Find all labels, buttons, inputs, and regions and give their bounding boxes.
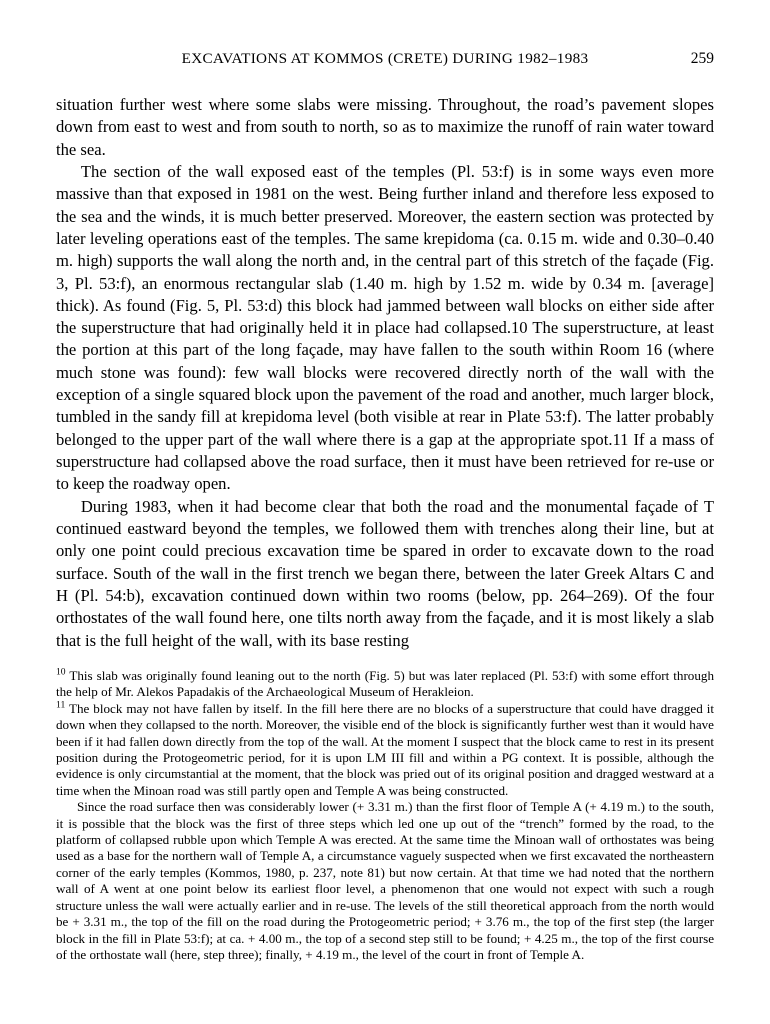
footnote-10 — [56, 668, 714, 701]
footnote-11-continued: Since the road surface then was considerably lower (+ 3.31 m.) than the first floor of Temple A (+ 4.19 m.) to the south, it is possible that the block was the first of three steps which led one up out of the “trench” formed by the road, to the platform of collapsed rubble upon which Temple A was erected. At the same time the Minoan wall of orthostates was being used as a base for the northern wall of Temple A, a circumstance vaguely suspected when we first excavated the northeastern corner of the early temples (Kommos, 1980, p. 237, note 81) but now certain. At that time we had noted that the northern wall of A went at one point below its earliest floor level, a phenomenon that one would not expect with such a rough structure unless the wall were actually earlier and in re-use. The levels of the still theoretical approach from the north would be + 3.31 m., the top of the fill on the road during the Protogeometric period; + 3.76 m., the top of the first step (the larger block in the fill in Plate 53:f); at ca. + 4.00 m., the top of a second step still to be found; + 4.25 m., the top of the first course of the orthostate wall (here, step three); finally, + 4.19 m., the level of the court in front of Temple A. — [56, 799, 714, 962]
page-number: 259 — [690, 50, 714, 67]
running-head — [56, 50, 714, 68]
paragraph-2: The section of the wall exposed east of the temples (Pl. 53:f) is in some ways even more massive than that exposed in 1981 on the west. Being further inland and therefore less exposed to the sea and the winds, it is much better preserved. Moreover, the eastern section was protected by later leveling operations east of the temples. The same krepidoma (ca. 0.15 m. wide and 0.30–0.40 m. high) supports the wall along the north and, in the central part of this stretch of the façade (Fig. 3, Pl. 53:f), an enormous rectangular slab (1.40 m. high by 1.52 m. wide by 0.34 m. [average] thick). As found (Fig. 5, Pl. 53:d) this block had jammed between wall blocks on either side after the superstructure that had originally held it in place had collapsed.10 The superstructure, at least the portion at this part of the long façade, may have fallen to the south within Room 16 (where much stone was found): few wall blocks were recovered directly north of the wall with the exception of a single squared block upon the pavement of the road and another, much larger block, tumbled in the sandy fill at krepidoma level (both visible at rear in Plate 53:f). The latter probably belonged to the upper part of the wall where there is a gap at the appropriate spot.11 If a mass of superstructure had collapsed above the road surface, then it must have been retrieved for re-use or to keep the roadway open. — [56, 161, 714, 494]
running-title: EXCAVATIONS AT KOMMOS (CRETE) DURING 1982–1983 — [181, 50, 589, 67]
footnote-text: The block may not have fallen by itself. In the fill here there are no blocks of a superstructure that could have dragged it down when they collapsed to the north. Moreover, the visible end of the block is significantly further west than it would have been if it had fallen down directly from the top of the wall. At the moment I suspect that the block came to rest in its present position during the Protogeometric period, for it is upon LM III fill and within a PG context. It is possible, although the evidence is only circumstantial at the moment, that the block was pried out of its original position and dragged westward at a time when the Minoan road was still partly open and Temple A was being constructed. — [56, 700, 714, 798]
footnote-marker: 10 — [56, 666, 66, 678]
body-text — [56, 94, 714, 652]
footnote-marker: 11 — [56, 699, 66, 711]
paragraph-1: situation further west where some slabs were missing. Throughout, the road’s pavement slopes down from east to west and from south to north, so as to maximize the runoff of rain water toward the sea. — [56, 95, 714, 159]
paragraph-3: During 1983, when it had become clear that both the road and the monumental façade of T continued eastward beyond the temples, we followed them with trenches along their line, but at only one point could precious excavation time be spared in order to excavate down to the road surface. South of the wall in the first trench we began there, between the later Greek Altars C and H (Pl. 54:b), excavation continued down within two rooms (below, pp. 264–269). Of the four orthostates of the wall found here, one tilts north away from the façade, and it is most likely a slab that is the full height of the wall, with its base resting — [56, 496, 714, 650]
footnote-11 — [56, 701, 714, 800]
footnotes — [56, 666, 714, 964]
footnote-text: This slab was originally found leaning out to the north (Fig. 5) but was later replaced (Pl. 53:f) with some effort through the help of Mr. Alekos Papadakis of the Archaeological Museum of Herakleion. — [56, 667, 714, 700]
